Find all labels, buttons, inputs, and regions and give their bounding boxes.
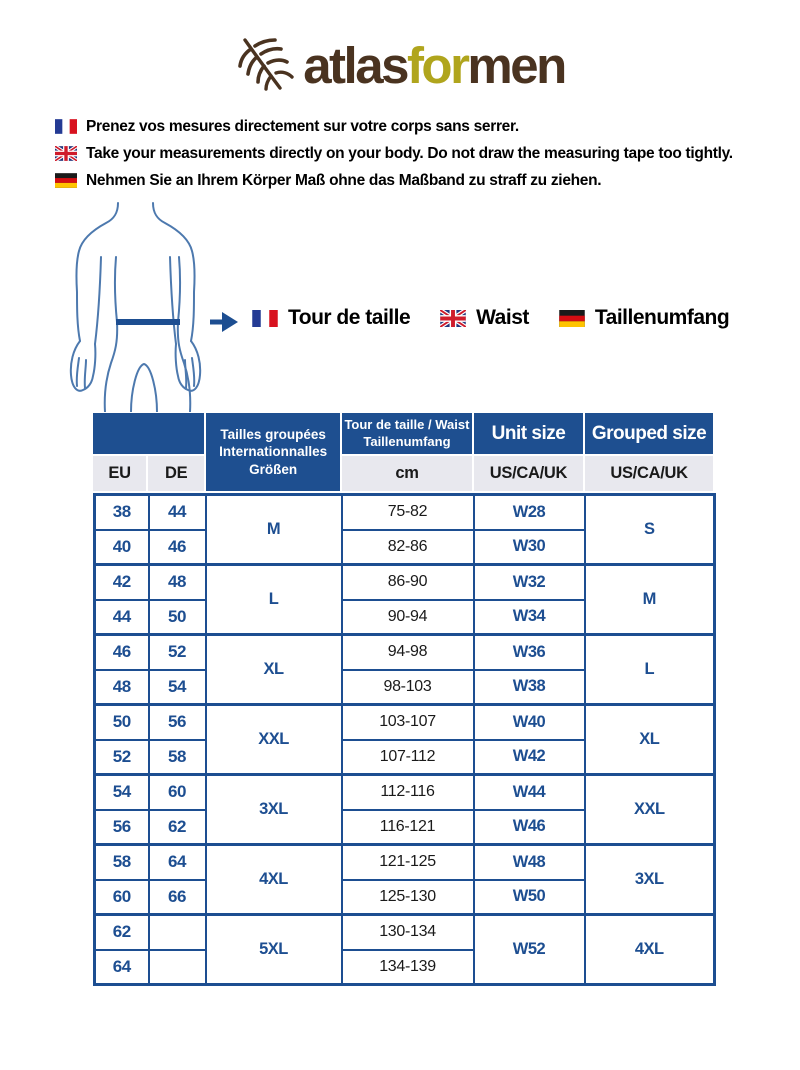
measurement-labels xyxy=(252,306,729,330)
table-row xyxy=(95,845,715,880)
cell-intl: 5XL xyxy=(206,915,342,985)
cell-cm: 116-121 xyxy=(342,810,474,845)
cell-intl: XL xyxy=(206,635,342,705)
table-row xyxy=(95,635,715,670)
cell-intl: 4XL xyxy=(206,845,342,915)
cell-eu: 52 xyxy=(95,740,149,775)
cell-eu: 54 xyxy=(95,775,149,810)
cell-eu: 60 xyxy=(95,880,149,915)
measurement-label xyxy=(440,306,529,330)
cell-cm: 75-82 xyxy=(342,495,474,530)
flag-uk-icon xyxy=(440,310,466,327)
measurement-label-text: Tour de taille xyxy=(288,306,411,329)
cell-w: W32 xyxy=(474,565,585,600)
table-row xyxy=(95,495,715,530)
instruction-line xyxy=(55,113,733,140)
cell-grouped: M xyxy=(585,565,715,635)
cell-cm: 98-103 xyxy=(342,670,474,705)
cell-grouped: 3XL xyxy=(585,845,715,915)
cell-cm: 121-125 xyxy=(342,845,474,880)
cell-eu: 40 xyxy=(95,530,149,565)
brand-logo xyxy=(0,34,800,96)
cell-w: W42 xyxy=(474,740,585,775)
table-row xyxy=(95,775,715,810)
cell-intl: M xyxy=(206,495,342,565)
cell-de: 50 xyxy=(149,600,206,635)
cell-intl: XXL xyxy=(206,705,342,775)
header-waist xyxy=(342,413,472,454)
header-grouped-region: US/CA/UK xyxy=(585,456,713,491)
cell-de xyxy=(149,950,206,985)
header-unit-region: US/CA/UK xyxy=(474,456,583,491)
header-intl-line3: Größen xyxy=(249,461,298,477)
flag-germany-icon xyxy=(559,310,585,327)
cell-cm: 130-134 xyxy=(342,915,474,950)
cell-w: W40 xyxy=(474,705,585,740)
cell-w: W34 xyxy=(474,600,585,635)
cell-de xyxy=(149,915,206,950)
brand-name-men: men xyxy=(467,36,565,94)
header-blank-cell xyxy=(93,413,204,454)
cell-eu: 44 xyxy=(95,600,149,635)
cell-de: 64 xyxy=(149,845,206,880)
instruction-text: Prenez vos mesures directement sur votre corps sans serrer. xyxy=(86,117,519,135)
cell-de: 46 xyxy=(149,530,206,565)
cell-w: W28 xyxy=(474,495,585,530)
cell-de: 54 xyxy=(149,670,206,705)
cell-cm: 94-98 xyxy=(342,635,474,670)
instruction-text: Nehmen Sie an Ihrem Körper Maß ohne das Maßband zu straff zu ziehen. xyxy=(86,171,602,189)
instruction-line xyxy=(55,140,733,167)
table-row xyxy=(95,915,715,950)
cell-w: W36 xyxy=(474,635,585,670)
header-intl-line2: Internationnalles xyxy=(219,444,328,460)
cell-de: 48 xyxy=(149,565,206,600)
header-waist-line2: Taillenumfang xyxy=(363,433,451,449)
cell-de: 60 xyxy=(149,775,206,810)
arrow-right-icon xyxy=(210,312,238,332)
cell-eu: 58 xyxy=(95,845,149,880)
instruction-text: Take your measurements directly on your body. Do not draw the measuring tape too tightly. xyxy=(86,144,733,162)
size-table-body xyxy=(93,493,716,986)
cell-w: W50 xyxy=(474,880,585,915)
instruction-line xyxy=(55,167,733,194)
cell-grouped: L xyxy=(585,635,715,705)
cell-w: W52 xyxy=(474,915,585,985)
cell-eu: 46 xyxy=(95,635,149,670)
table-row xyxy=(95,565,715,600)
cell-w: W30 xyxy=(474,530,585,565)
header-waist-line1: Tour de taille / Waist xyxy=(344,416,470,432)
body-outline-diagram xyxy=(64,200,241,412)
cell-intl: 3XL xyxy=(206,775,342,845)
cell-cm: 90-94 xyxy=(342,600,474,635)
cell-cm: 125-130 xyxy=(342,880,474,915)
cell-eu: 64 xyxy=(95,950,149,985)
brand-name xyxy=(303,36,565,94)
instruction-list xyxy=(55,113,733,194)
measurement-label xyxy=(559,306,729,330)
measurement-label-text: Waist xyxy=(476,306,529,329)
cell-de: 62 xyxy=(149,810,206,845)
header-cm: cm xyxy=(342,456,472,491)
cell-de: 56 xyxy=(149,705,206,740)
flag-germany-icon xyxy=(55,173,77,188)
cell-de: 44 xyxy=(149,495,206,530)
cell-eu: 62 xyxy=(95,915,149,950)
cell-de: 66 xyxy=(149,880,206,915)
cell-cm: 112-116 xyxy=(342,775,474,810)
cell-grouped: 4XL xyxy=(585,915,715,985)
cell-w: W38 xyxy=(474,670,585,705)
cell-de: 58 xyxy=(149,740,206,775)
cell-cm: 86-90 xyxy=(342,565,474,600)
brand-name-atlas: atlas xyxy=(303,36,407,94)
header-de: DE xyxy=(148,456,204,491)
flag-uk-icon xyxy=(55,146,77,161)
brand-name-for: for xyxy=(406,36,468,94)
size-table xyxy=(93,413,713,986)
header-eu: EU xyxy=(93,456,146,491)
header-grouped-size: Grouped size xyxy=(585,413,713,454)
cell-cm: 103-107 xyxy=(342,705,474,740)
cell-cm: 107-112 xyxy=(342,740,474,775)
header-intl-sizes xyxy=(206,413,340,491)
cell-grouped: XXL xyxy=(585,775,715,845)
cell-eu: 42 xyxy=(95,565,149,600)
measurement-label xyxy=(252,306,410,330)
cell-cm: 134-139 xyxy=(342,950,474,985)
cell-w: W48 xyxy=(474,845,585,880)
flag-france-icon xyxy=(55,119,77,134)
cell-eu: 56 xyxy=(95,810,149,845)
cell-cm: 82-86 xyxy=(342,530,474,565)
measurement-label-text: Taillenumfang xyxy=(594,306,730,329)
cell-eu: 50 xyxy=(95,705,149,740)
fir-branch-icon xyxy=(235,34,299,96)
cell-grouped: S xyxy=(585,495,715,565)
cell-eu: 48 xyxy=(95,670,149,705)
size-table-header xyxy=(93,413,713,491)
table-row xyxy=(95,705,715,740)
cell-de: 52 xyxy=(149,635,206,670)
cell-w: W44 xyxy=(474,775,585,810)
cell-eu: 38 xyxy=(95,495,149,530)
flag-france-icon xyxy=(252,310,278,327)
cell-grouped: XL xyxy=(585,705,715,775)
header-unit-size: Unit size xyxy=(474,413,583,454)
cell-w: W46 xyxy=(474,810,585,845)
cell-intl: L xyxy=(206,565,342,635)
header-intl-line1: Tailles groupées xyxy=(220,426,326,442)
